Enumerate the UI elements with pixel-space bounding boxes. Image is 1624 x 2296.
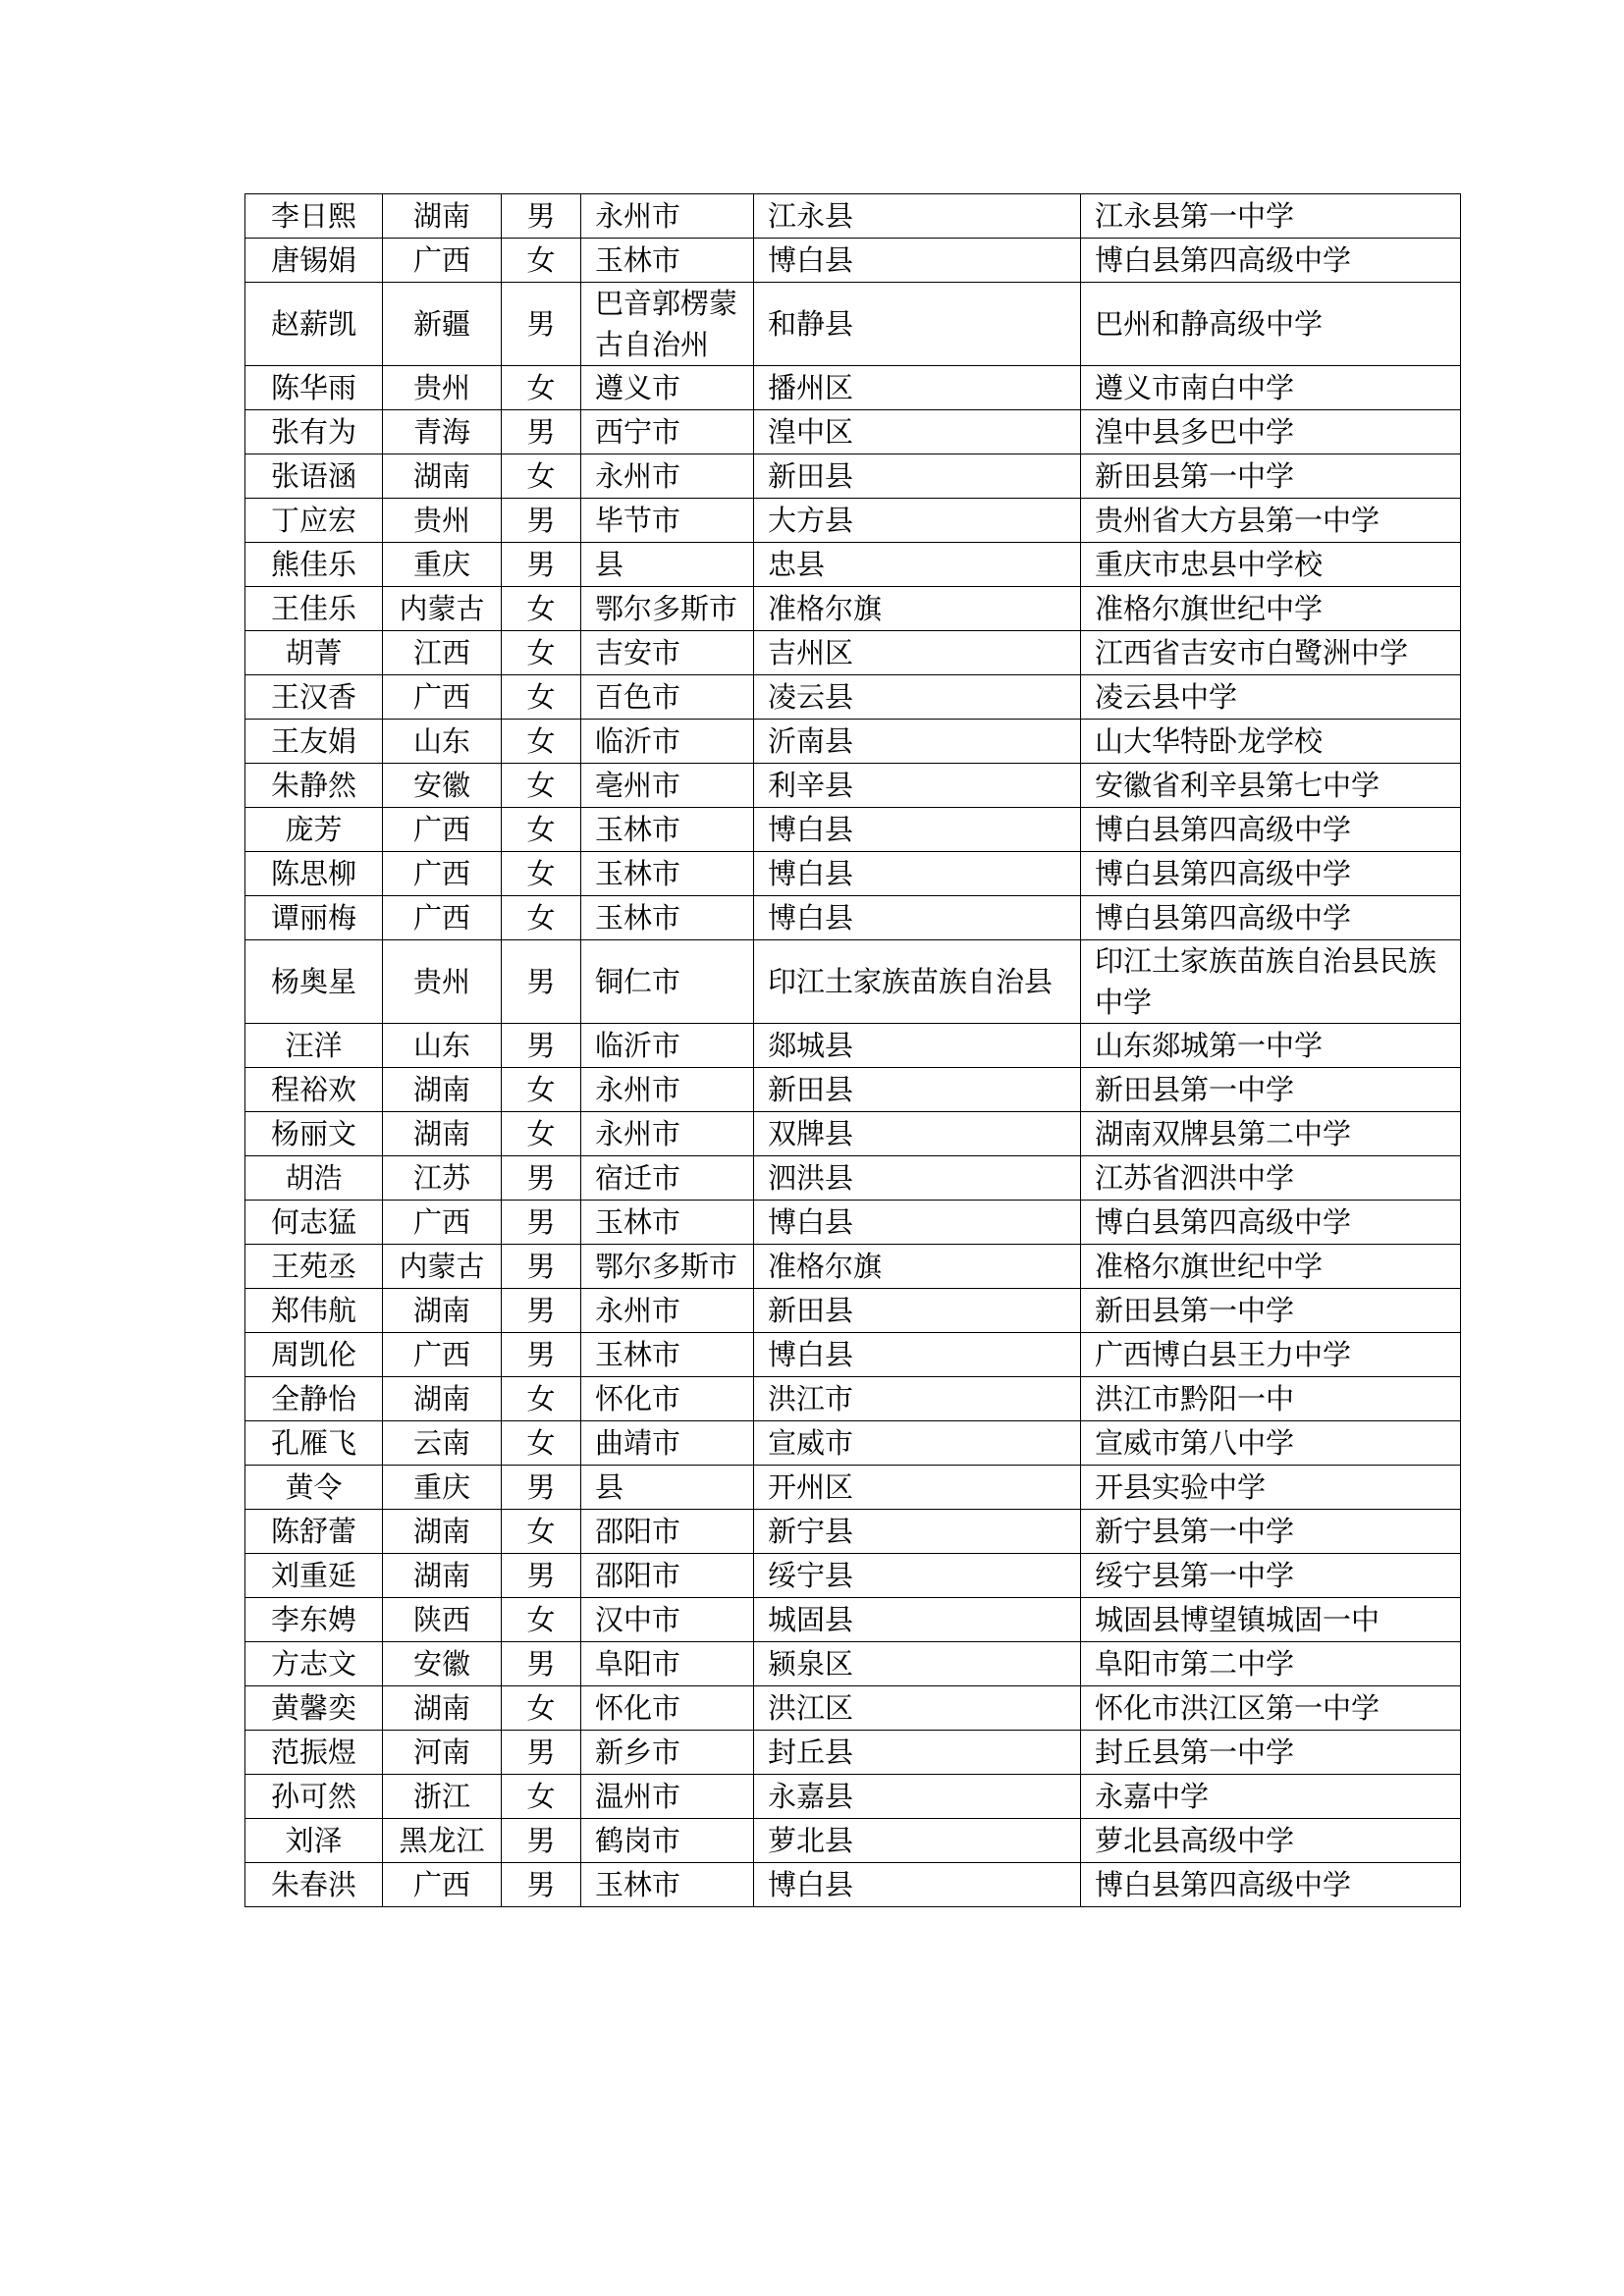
city-cell: 西宁市 — [581, 410, 754, 454]
table-row — [245, 283, 1461, 366]
gender-cell: 女 — [502, 1068, 581, 1112]
city-cell: 玉林市 — [581, 852, 754, 896]
province-cell: 湖南 — [383, 1554, 502, 1598]
county-cell: 双牌县 — [754, 1112, 1081, 1156]
school-cell: 新宁县第一中学 — [1081, 1510, 1461, 1554]
county-cell: 郯城县 — [754, 1024, 1081, 1068]
county-cell: 泗洪县 — [754, 1156, 1081, 1201]
table-row — [245, 1510, 1461, 1554]
county-cell: 印江土家族苗族自治县 — [754, 940, 1081, 1024]
student-name-cell: 杨奥星 — [245, 940, 383, 1024]
gender-cell: 男 — [502, 499, 581, 543]
school-cell: 印江土家族苗族自治县民族中学 — [1081, 940, 1461, 1024]
student-name-cell: 杨丽文 — [245, 1112, 383, 1156]
city-cell: 曲靖市 — [581, 1421, 754, 1466]
city-cell: 百色市 — [581, 675, 754, 720]
province-cell: 湖南 — [383, 1686, 502, 1731]
school-cell: 山东郯城第一中学 — [1081, 1024, 1461, 1068]
table-row — [245, 1201, 1461, 1245]
student-roster-table — [244, 193, 1461, 1907]
gender-cell: 男 — [502, 194, 581, 239]
province-cell: 湖南 — [383, 1112, 502, 1156]
table-row — [245, 940, 1461, 1024]
county-cell: 沂南县 — [754, 720, 1081, 764]
county-cell: 颍泉区 — [754, 1642, 1081, 1686]
school-cell: 巴州和静高级中学 — [1081, 283, 1461, 366]
table-row — [245, 808, 1461, 852]
table-row — [245, 1598, 1461, 1642]
province-cell: 黑龙江 — [383, 1819, 502, 1863]
gender-cell: 女 — [502, 239, 581, 283]
province-cell: 河南 — [383, 1731, 502, 1775]
city-cell: 新乡市 — [581, 1731, 754, 1775]
student-name-cell: 陈华雨 — [245, 366, 383, 410]
gender-cell: 男 — [502, 1731, 581, 1775]
county-cell: 封丘县 — [754, 1731, 1081, 1775]
roster-body — [245, 194, 1461, 1907]
table-row — [245, 1554, 1461, 1598]
city-cell: 玉林市 — [581, 896, 754, 940]
city-cell: 鄂尔多斯市 — [581, 1245, 754, 1289]
school-cell: 准格尔旗世纪中学 — [1081, 587, 1461, 631]
province-cell: 山东 — [383, 1024, 502, 1068]
county-cell: 博白县 — [754, 896, 1081, 940]
school-cell: 广西博白县王力中学 — [1081, 1333, 1461, 1377]
province-cell: 广西 — [383, 1333, 502, 1377]
gender-cell: 男 — [502, 1024, 581, 1068]
student-name-cell: 丁应宏 — [245, 499, 383, 543]
gender-cell: 女 — [502, 1421, 581, 1466]
school-cell: 开县实验中学 — [1081, 1466, 1461, 1510]
county-cell: 博白县 — [754, 1333, 1081, 1377]
school-cell: 遵义市南白中学 — [1081, 366, 1461, 410]
province-cell: 贵州 — [383, 499, 502, 543]
city-cell: 玉林市 — [581, 1201, 754, 1245]
city-cell: 亳州市 — [581, 764, 754, 808]
province-cell: 湖南 — [383, 1068, 502, 1112]
city-cell: 鄂尔多斯市 — [581, 587, 754, 631]
student-name-cell: 刘重延 — [245, 1554, 383, 1598]
city-cell: 怀化市 — [581, 1377, 754, 1421]
gender-cell: 男 — [502, 940, 581, 1024]
county-cell: 准格尔旗 — [754, 587, 1081, 631]
county-cell: 博白县 — [754, 808, 1081, 852]
table-row — [245, 499, 1461, 543]
table-row — [245, 1466, 1461, 1510]
province-cell: 广西 — [383, 852, 502, 896]
county-cell: 萝北县 — [754, 1819, 1081, 1863]
city-cell: 宿迁市 — [581, 1156, 754, 1201]
province-cell: 湖南 — [383, 1510, 502, 1554]
table-row — [245, 1421, 1461, 1466]
school-cell: 博白县第四高级中学 — [1081, 239, 1461, 283]
province-cell: 湖南 — [383, 1377, 502, 1421]
table-row — [245, 1642, 1461, 1686]
gender-cell: 女 — [502, 764, 581, 808]
gender-cell: 男 — [502, 1289, 581, 1333]
student-name-cell: 何志猛 — [245, 1201, 383, 1245]
gender-cell: 男 — [502, 1863, 581, 1907]
province-cell: 广西 — [383, 675, 502, 720]
school-cell: 博白县第四高级中学 — [1081, 808, 1461, 852]
county-cell: 江永县 — [754, 194, 1081, 239]
gender-cell: 女 — [502, 1510, 581, 1554]
county-cell: 大方县 — [754, 499, 1081, 543]
city-cell: 临沂市 — [581, 1024, 754, 1068]
table-row — [245, 764, 1461, 808]
province-cell: 广西 — [383, 896, 502, 940]
city-cell: 遵义市 — [581, 366, 754, 410]
city-cell: 邵阳市 — [581, 1554, 754, 1598]
province-cell: 重庆 — [383, 543, 502, 587]
city-cell: 吉安市 — [581, 631, 754, 675]
province-cell: 青海 — [383, 410, 502, 454]
city-cell: 玉林市 — [581, 239, 754, 283]
school-cell: 城固县博望镇城固一中 — [1081, 1598, 1461, 1642]
gender-cell: 女 — [502, 1112, 581, 1156]
student-name-cell: 赵薪凯 — [245, 283, 383, 366]
province-cell: 浙江 — [383, 1775, 502, 1819]
school-cell: 封丘县第一中学 — [1081, 1731, 1461, 1775]
county-cell: 博白县 — [754, 239, 1081, 283]
school-cell: 湟中县多巴中学 — [1081, 410, 1461, 454]
table-row — [245, 675, 1461, 720]
student-name-cell: 朱春洪 — [245, 1863, 383, 1907]
gender-cell: 男 — [502, 410, 581, 454]
city-cell: 永州市 — [581, 454, 754, 499]
school-cell: 重庆市忠县中学校 — [1081, 543, 1461, 587]
table-row — [245, 1068, 1461, 1112]
table-row — [245, 1863, 1461, 1907]
city-cell: 鹤岗市 — [581, 1819, 754, 1863]
gender-cell: 男 — [502, 1201, 581, 1245]
table-row — [245, 194, 1461, 239]
province-cell: 江西 — [383, 631, 502, 675]
school-cell: 永嘉中学 — [1081, 1775, 1461, 1819]
county-cell: 凌云县 — [754, 675, 1081, 720]
city-cell: 永州市 — [581, 1112, 754, 1156]
school-cell: 洪江市黔阳一中 — [1081, 1377, 1461, 1421]
gender-cell: 女 — [502, 1775, 581, 1819]
table-row — [245, 631, 1461, 675]
gender-cell: 女 — [502, 587, 581, 631]
school-cell: 博白县第四高级中学 — [1081, 852, 1461, 896]
school-cell: 博白县第四高级中学 — [1081, 1201, 1461, 1245]
table-row — [245, 410, 1461, 454]
school-cell: 新田县第一中学 — [1081, 1289, 1461, 1333]
county-cell: 开州区 — [754, 1466, 1081, 1510]
gender-cell: 女 — [502, 631, 581, 675]
table-row — [245, 1377, 1461, 1421]
student-name-cell: 张语涵 — [245, 454, 383, 499]
province-cell: 山东 — [383, 720, 502, 764]
county-cell: 准格尔旗 — [754, 1245, 1081, 1289]
table-row — [245, 1156, 1461, 1201]
city-cell: 县 — [581, 543, 754, 587]
county-cell: 新宁县 — [754, 1510, 1081, 1554]
gender-cell: 女 — [502, 808, 581, 852]
student-name-cell: 孙可然 — [245, 1775, 383, 1819]
student-name-cell: 全静怡 — [245, 1377, 383, 1421]
student-name-cell: 范振煜 — [245, 1731, 383, 1775]
city-cell: 巴音郭楞蒙古自治州 — [581, 283, 754, 366]
county-cell: 新田县 — [754, 454, 1081, 499]
province-cell: 广西 — [383, 808, 502, 852]
city-cell: 玉林市 — [581, 1863, 754, 1907]
school-cell: 山大华特卧龙学校 — [1081, 720, 1461, 764]
student-name-cell: 张有为 — [245, 410, 383, 454]
school-cell: 宣威市第八中学 — [1081, 1421, 1461, 1466]
student-name-cell: 朱静然 — [245, 764, 383, 808]
student-name-cell: 李东娉 — [245, 1598, 383, 1642]
school-cell: 贵州省大方县第一中学 — [1081, 499, 1461, 543]
school-cell: 新田县第一中学 — [1081, 1068, 1461, 1112]
gender-cell: 女 — [502, 1686, 581, 1731]
gender-cell: 女 — [502, 454, 581, 499]
student-name-cell: 王佳乐 — [245, 587, 383, 631]
student-name-cell: 熊佳乐 — [245, 543, 383, 587]
gender-cell: 女 — [502, 720, 581, 764]
province-cell: 内蒙古 — [383, 587, 502, 631]
table-row — [245, 587, 1461, 631]
city-cell: 永州市 — [581, 1289, 754, 1333]
city-cell: 永州市 — [581, 194, 754, 239]
student-name-cell: 胡浩 — [245, 1156, 383, 1201]
city-cell: 玉林市 — [581, 808, 754, 852]
gender-cell: 女 — [502, 1598, 581, 1642]
city-cell: 玉林市 — [581, 1333, 754, 1377]
county-cell: 博白县 — [754, 852, 1081, 896]
county-cell: 忠县 — [754, 543, 1081, 587]
student-name-cell: 胡菁 — [245, 631, 383, 675]
table-row — [245, 1731, 1461, 1775]
table-row — [245, 1289, 1461, 1333]
table-row — [245, 1775, 1461, 1819]
county-cell: 博白县 — [754, 1201, 1081, 1245]
student-name-cell: 黄令 — [245, 1466, 383, 1510]
student-name-cell: 孔雁飞 — [245, 1421, 383, 1466]
province-cell: 广西 — [383, 1863, 502, 1907]
student-name-cell: 李日熙 — [245, 194, 383, 239]
county-cell: 利辛县 — [754, 764, 1081, 808]
province-cell: 贵州 — [383, 940, 502, 1024]
school-cell: 新田县第一中学 — [1081, 454, 1461, 499]
student-name-cell: 方志文 — [245, 1642, 383, 1686]
province-cell: 江苏 — [383, 1156, 502, 1201]
table-row — [245, 239, 1461, 283]
gender-cell: 女 — [502, 366, 581, 410]
province-cell: 贵州 — [383, 366, 502, 410]
student-name-cell: 黄馨奕 — [245, 1686, 383, 1731]
province-cell: 陕西 — [383, 1598, 502, 1642]
table-row — [245, 852, 1461, 896]
school-cell: 凌云县中学 — [1081, 675, 1461, 720]
province-cell: 安徽 — [383, 764, 502, 808]
province-cell: 湖南 — [383, 454, 502, 499]
school-cell: 萝北县高级中学 — [1081, 1819, 1461, 1863]
school-cell: 阜阳市第二中学 — [1081, 1642, 1461, 1686]
gender-cell: 男 — [502, 1642, 581, 1686]
county-cell: 吉州区 — [754, 631, 1081, 675]
province-cell: 新疆 — [383, 283, 502, 366]
county-cell: 新田县 — [754, 1068, 1081, 1112]
student-name-cell: 谭丽梅 — [245, 896, 383, 940]
table-row — [245, 1819, 1461, 1863]
county-cell: 永嘉县 — [754, 1775, 1081, 1819]
table-row — [245, 454, 1461, 499]
table-row — [245, 720, 1461, 764]
student-name-cell: 王苑丞 — [245, 1245, 383, 1289]
school-cell: 博白县第四高级中学 — [1081, 1863, 1461, 1907]
province-cell: 广西 — [383, 239, 502, 283]
student-name-cell: 周凯伦 — [245, 1333, 383, 1377]
school-cell: 安徽省利辛县第七中学 — [1081, 764, 1461, 808]
gender-cell: 男 — [502, 1554, 581, 1598]
gender-cell: 女 — [502, 896, 581, 940]
gender-cell: 男 — [502, 1333, 581, 1377]
table-row — [245, 1245, 1461, 1289]
county-cell: 湟中区 — [754, 410, 1081, 454]
student-name-cell: 汪洋 — [245, 1024, 383, 1068]
city-cell: 汉中市 — [581, 1598, 754, 1642]
province-cell: 安徽 — [383, 1642, 502, 1686]
gender-cell: 男 — [502, 1156, 581, 1201]
gender-cell: 男 — [502, 283, 581, 366]
city-cell: 临沂市 — [581, 720, 754, 764]
school-cell: 江永县第一中学 — [1081, 194, 1461, 239]
gender-cell: 男 — [502, 543, 581, 587]
student-name-cell: 郑伟航 — [245, 1289, 383, 1333]
school-cell: 博白县第四高级中学 — [1081, 896, 1461, 940]
county-cell: 绥宁县 — [754, 1554, 1081, 1598]
student-name-cell: 刘泽 — [245, 1819, 383, 1863]
city-cell: 温州市 — [581, 1775, 754, 1819]
student-name-cell: 唐锡娟 — [245, 239, 383, 283]
student-name-cell: 王友娟 — [245, 720, 383, 764]
gender-cell: 女 — [502, 675, 581, 720]
county-cell: 博白县 — [754, 1863, 1081, 1907]
city-cell: 邵阳市 — [581, 1510, 754, 1554]
province-cell: 云南 — [383, 1421, 502, 1466]
province-cell: 湖南 — [383, 194, 502, 239]
county-cell: 洪江区 — [754, 1686, 1081, 1731]
table-row — [245, 896, 1461, 940]
student-name-cell: 王汉香 — [245, 675, 383, 720]
city-cell: 铜仁市 — [581, 940, 754, 1024]
school-cell: 准格尔旗世纪中学 — [1081, 1245, 1461, 1289]
county-cell: 洪江市 — [754, 1377, 1081, 1421]
county-cell: 和静县 — [754, 283, 1081, 366]
county-cell: 宣威市 — [754, 1421, 1081, 1466]
table-row — [245, 1024, 1461, 1068]
gender-cell: 女 — [502, 1377, 581, 1421]
county-cell: 新田县 — [754, 1289, 1081, 1333]
province-cell: 重庆 — [383, 1466, 502, 1510]
city-cell: 永州市 — [581, 1068, 754, 1112]
table-row — [245, 366, 1461, 410]
county-cell: 播州区 — [754, 366, 1081, 410]
table-row — [245, 1686, 1461, 1731]
city-cell: 怀化市 — [581, 1686, 754, 1731]
city-cell: 毕节市 — [581, 499, 754, 543]
province-cell: 湖南 — [383, 1289, 502, 1333]
school-cell: 江西省吉安市白鹭洲中学 — [1081, 631, 1461, 675]
city-cell: 阜阳市 — [581, 1642, 754, 1686]
student-name-cell: 陈思柳 — [245, 852, 383, 896]
school-cell: 湖南双牌县第二中学 — [1081, 1112, 1461, 1156]
gender-cell: 男 — [502, 1466, 581, 1510]
city-cell: 县 — [581, 1466, 754, 1510]
school-cell: 绥宁县第一中学 — [1081, 1554, 1461, 1598]
school-cell: 怀化市洪江区第一中学 — [1081, 1686, 1461, 1731]
student-name-cell: 庞芳 — [245, 808, 383, 852]
table-row — [245, 543, 1461, 587]
gender-cell: 女 — [502, 852, 581, 896]
student-name-cell: 程裕欢 — [245, 1068, 383, 1112]
province-cell: 广西 — [383, 1201, 502, 1245]
table-row — [245, 1333, 1461, 1377]
county-cell: 城固县 — [754, 1598, 1081, 1642]
school-cell: 江苏省泗洪中学 — [1081, 1156, 1461, 1201]
gender-cell: 男 — [502, 1819, 581, 1863]
table-row — [245, 1112, 1461, 1156]
province-cell: 内蒙古 — [383, 1245, 502, 1289]
student-name-cell: 陈舒蕾 — [245, 1510, 383, 1554]
gender-cell: 男 — [502, 1245, 581, 1289]
